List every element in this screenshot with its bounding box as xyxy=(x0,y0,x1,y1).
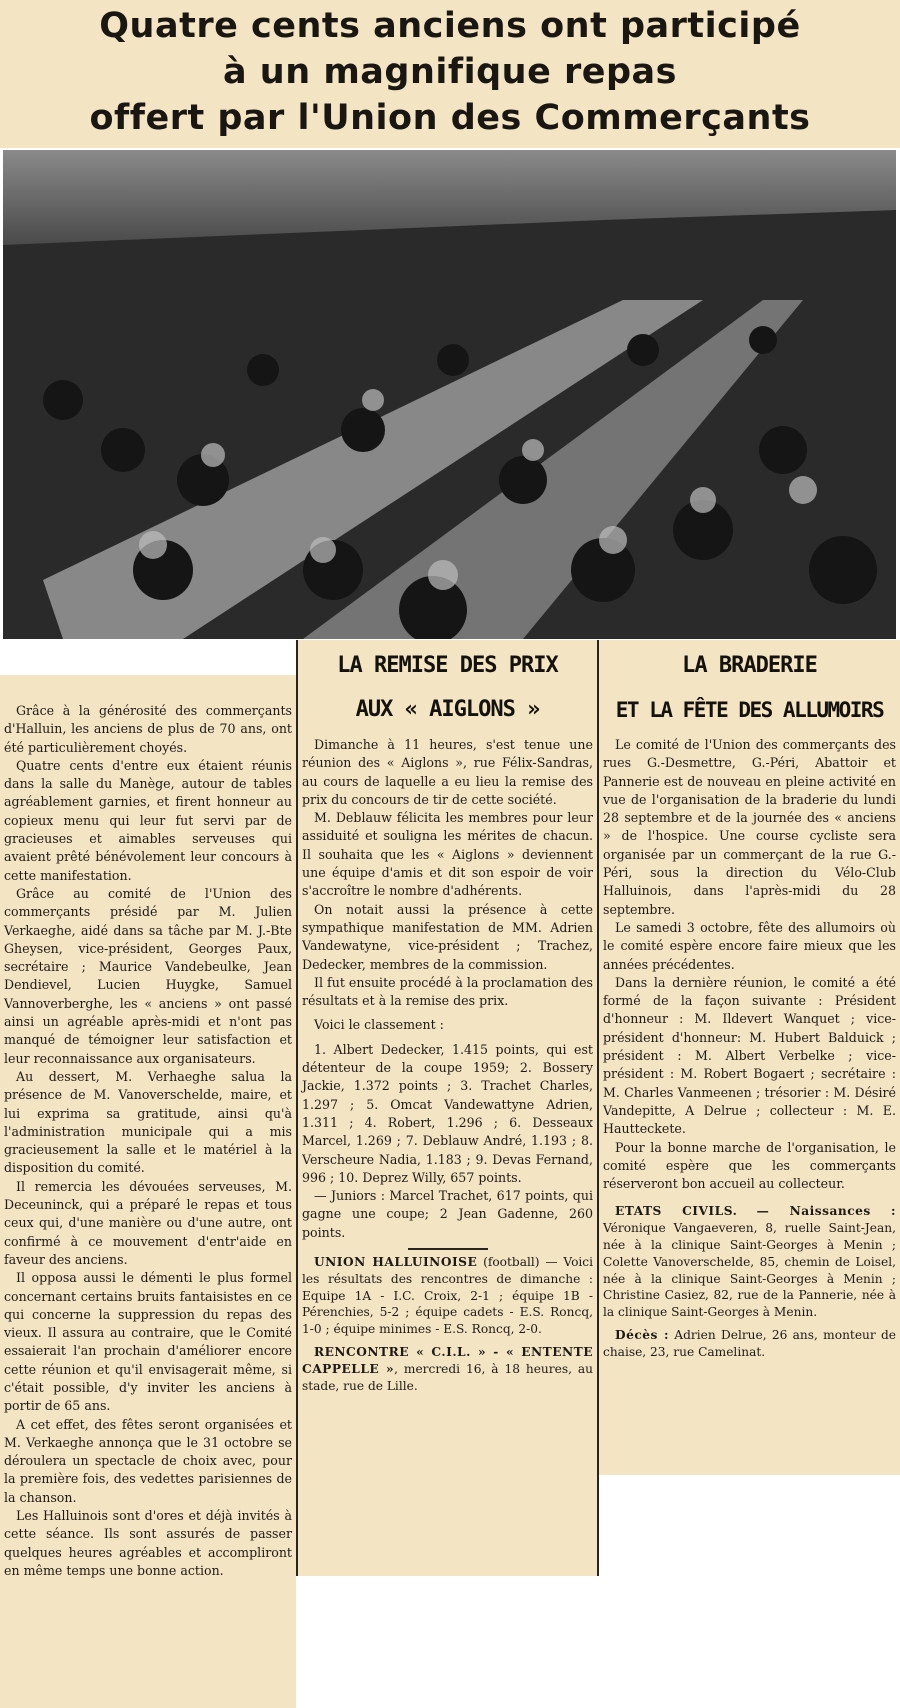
naissances-text: Véronique Vangaeveren, 8, ruelle Saint-Jean, née à la clinique Saint-Georges à Menin ; Colette Vanoverschelde, 85, chemin de Loisel, née à la clinique Saint-Georges à Menin ; Christine Casiez, 82, rue de la Pannerie, née à la clinique Saint-Georges à Menin. xyxy=(603,1221,896,1320)
football-tag: (football) xyxy=(483,1255,540,1270)
column-left-text xyxy=(4,675,292,1580)
paragraph: Grâce au comité de l'Union des commerçants présidé par M. Julien Verkaeghe, aidé dans sa tâche par M. J.-Bte Gheysen, vice-président, Georges Paux, secrétaire ; Maurice Vandebeulke, Jean Dendievel, Lucien Huygke, Samuel Vannoverberghe, les « anciens » ont passé ainsi un agréable après-midi et n'ont pas manqué de témoigner leur satisfaction et leur reconnaissance aux organisateurs. xyxy=(4,885,292,1066)
paragraph: Grâce à la générosité des commerçants d'Halluin, les anciens de plus de 70 ans, ont été particulièrement choyés. xyxy=(4,703,292,755)
paragraph: Il remercia les dévouées serveuses, M. Deceuninck, qui a préparé le repas et tous ceux qui, d'une manière ou d'une autre, ont confirmé à ce mouvement d'entr'aide en faveur des anciens. xyxy=(4,1178,292,1267)
paragraph: Dimanche à 11 heures, s'est tenue une réunion des « Aiglons », rue Félix-Sandras, au cours de laquelle a eu lieu la remise des prix du concours de tir de cette société. xyxy=(302,737,593,807)
naissances-heading: — Naissances : xyxy=(756,1204,896,1219)
article-title-line-2: ET LA FÊTE DES ALLUMOIRS xyxy=(615,698,884,722)
rencontre-heading: RENCONTRE « C.I.L. » - « ENTENTE CAPPELLE » xyxy=(302,1345,593,1376)
football-section xyxy=(302,1254,593,1394)
section-divider xyxy=(408,1248,488,1250)
football-heading: UNION HALLUINOISE xyxy=(314,1255,478,1270)
paragraph: A cet effet, des fêtes seront organisées et M. Verkaeghe annonça que le 31 octobre se déroulera un spectacle de choix avec, pour la première fois, des vedettes parisiennes de la chanson. xyxy=(4,1416,292,1505)
column-right xyxy=(599,640,900,1475)
article-title-line-1: LA REMISE DES PRIX xyxy=(337,653,558,678)
headline-line-3: offert par l'Union des Commerçants xyxy=(89,98,811,138)
paragraph: Au dessert, M. Verhaeghe salua la présence de M. Vanoverschelde, maire, et lui exprima sa gratitude, ainsi qu'à l'administration municipale qui a mis gracieusement la salle et le matériel à la disposition du comité. xyxy=(4,1068,292,1176)
column-middle-text xyxy=(302,736,593,1242)
column-left xyxy=(0,675,296,1708)
banquet-photo xyxy=(3,150,896,639)
paragraph: Il opposa aussi le démenti le plus formel concernant certains bruits fantaisistes en ce qui concerne la suppression du repas des vieux. Il assura au contraire, que le Comité essaierait l'an prochain d'améliorer encore cette réunion et qu'il envisagerait même, si c'était possible, d'y inviter les anciens à portir de 65 ans. xyxy=(4,1270,292,1414)
juniors-results: — Juniors : Marcel Trachet, 617 points, qui gagne une coupe; 2 Jean Gadenne, 260 points. xyxy=(302,1188,593,1240)
article-title-line-1: LA BRADERIE xyxy=(682,653,817,678)
etats-civils-heading: ETATS CIVILS. xyxy=(615,1204,738,1219)
etats-civils-section xyxy=(603,1203,896,1360)
headline xyxy=(0,0,900,148)
paragraph: Les Halluinois sont d'ores et déjà invités à cette séance. Ils sont assurés de passer quelques heures agréables et accompliront en même temps une bonne action. xyxy=(4,1508,292,1578)
headline-line-2: à un magnifique repas xyxy=(223,52,677,92)
paragraph: Quatre cents d'entre eux étaient réunis dans la salle du Manège, autour de tables agréablement garnies, et firent honneur au copieux menu qui leur fut servi par de gracieuses et aimables serveuses qui avaient prêté bénévolement leur concours à cette manifestation. xyxy=(4,757,292,883)
classement-intro: Voici le classement : xyxy=(314,1017,444,1033)
paragraph: On notait aussi la présence à cette sympathique manifestation de MM. Adrien Vandewatyne, vice-président ; Trachez, Dedecker, membres de la commission. xyxy=(302,901,593,972)
column-middle xyxy=(296,640,599,1576)
classement-list: 1. Albert Dedecker, 1.415 points, qui est détenteur de la coupe 1959; 2. Bossery Jackie, 1.372 points ; 3. Trachet Charles, 1.297 ; 5. Omcat Vandewattyne Adrien, 1.311 ; 4. Robert, 1.296 ; 6. Desseaux Marcel, 1.269 ; 7. Deblauw André, 1.193 ; 8. Verscheure Nadia, 1.183 ; 9. Devas Fernand, 996 ; 10. Deprez Willy, 657 points. xyxy=(302,1041,593,1185)
deces-text: Adrien Delrue, 26 ans, monteur de chaise, 23, rue Camelinat. xyxy=(603,1328,897,1359)
football-results: — Voici les résultats des rencontres de dimanche : Equipe 1A - I.C. Croix, 2-1 ; équipe 1B - Pérenchies, 5-2 ; équipe cadets - E.S. Roncq, 1-0 ; équipe minimes - E.S. Roncq, 2-0. xyxy=(302,1255,594,1337)
rencontre-text: , mercredi 16, à 18 heures, au stade, rue de Lille. xyxy=(302,1361,593,1393)
paragraph: Le samedi 3 octobre, fête des allumoirs où le comité espère encore faire mieux que les années précédentes. xyxy=(603,919,896,972)
deces-heading: Décès : xyxy=(615,1328,670,1342)
banquet-photo-illustration xyxy=(3,150,896,639)
paragraph: Dans la dernière réunion, le comité a été formé de la façon suivante : Président d'honneur : M. Ildevert Wanquet ; vice-président d'honneur: M. Hubert Balduick ; président : M. Albert Verbelke ; vice-président : M. Robert Bogaert ; secrétaire : M. Charles Vanmeenen ; trésorier : M. Désiré Vandepitte, A Delrue ; collecteur : M. E. Hautteckete. xyxy=(603,974,896,1137)
paragraph: Pour la bonne marche de l'organisation, le comité espère que les commerçants réserveront bon accueil au collecteur. xyxy=(603,1139,896,1192)
article-title-line-2: AUX « AIGLONS » xyxy=(355,697,540,722)
column-right-text xyxy=(603,736,896,1193)
paragraph: Le comité de l'Union des commerçants des rues G.-Desmettre, G.-Péri, Abattoir et Pannerie est de nouveau en pleine activité en vue de l'organisation de la braderie du lundi 28 septembre et de la journée des « anciens » de l'hospice. Une course cycliste sera organisée par un commerçant de la rue G.-Péri, sous la direction du Vélo-Club Halluinois, dans l'après-midi du 28 septembre. xyxy=(603,737,896,917)
headline-line-1: Quatre cents anciens ont participé xyxy=(99,6,801,46)
paragraph: Il fut ensuite procédé à la proclamation des résultats et à la remise des prix. xyxy=(302,974,593,1009)
paragraph: M. Deblauw félicita les membres pour leur assiduité et souligna les mérites de chacun. Il souhaita que les « Aiglons » deviennent une équipe d'amis et dit son espoir de voir s'accroître le nombre d'adhérents. xyxy=(302,810,593,899)
